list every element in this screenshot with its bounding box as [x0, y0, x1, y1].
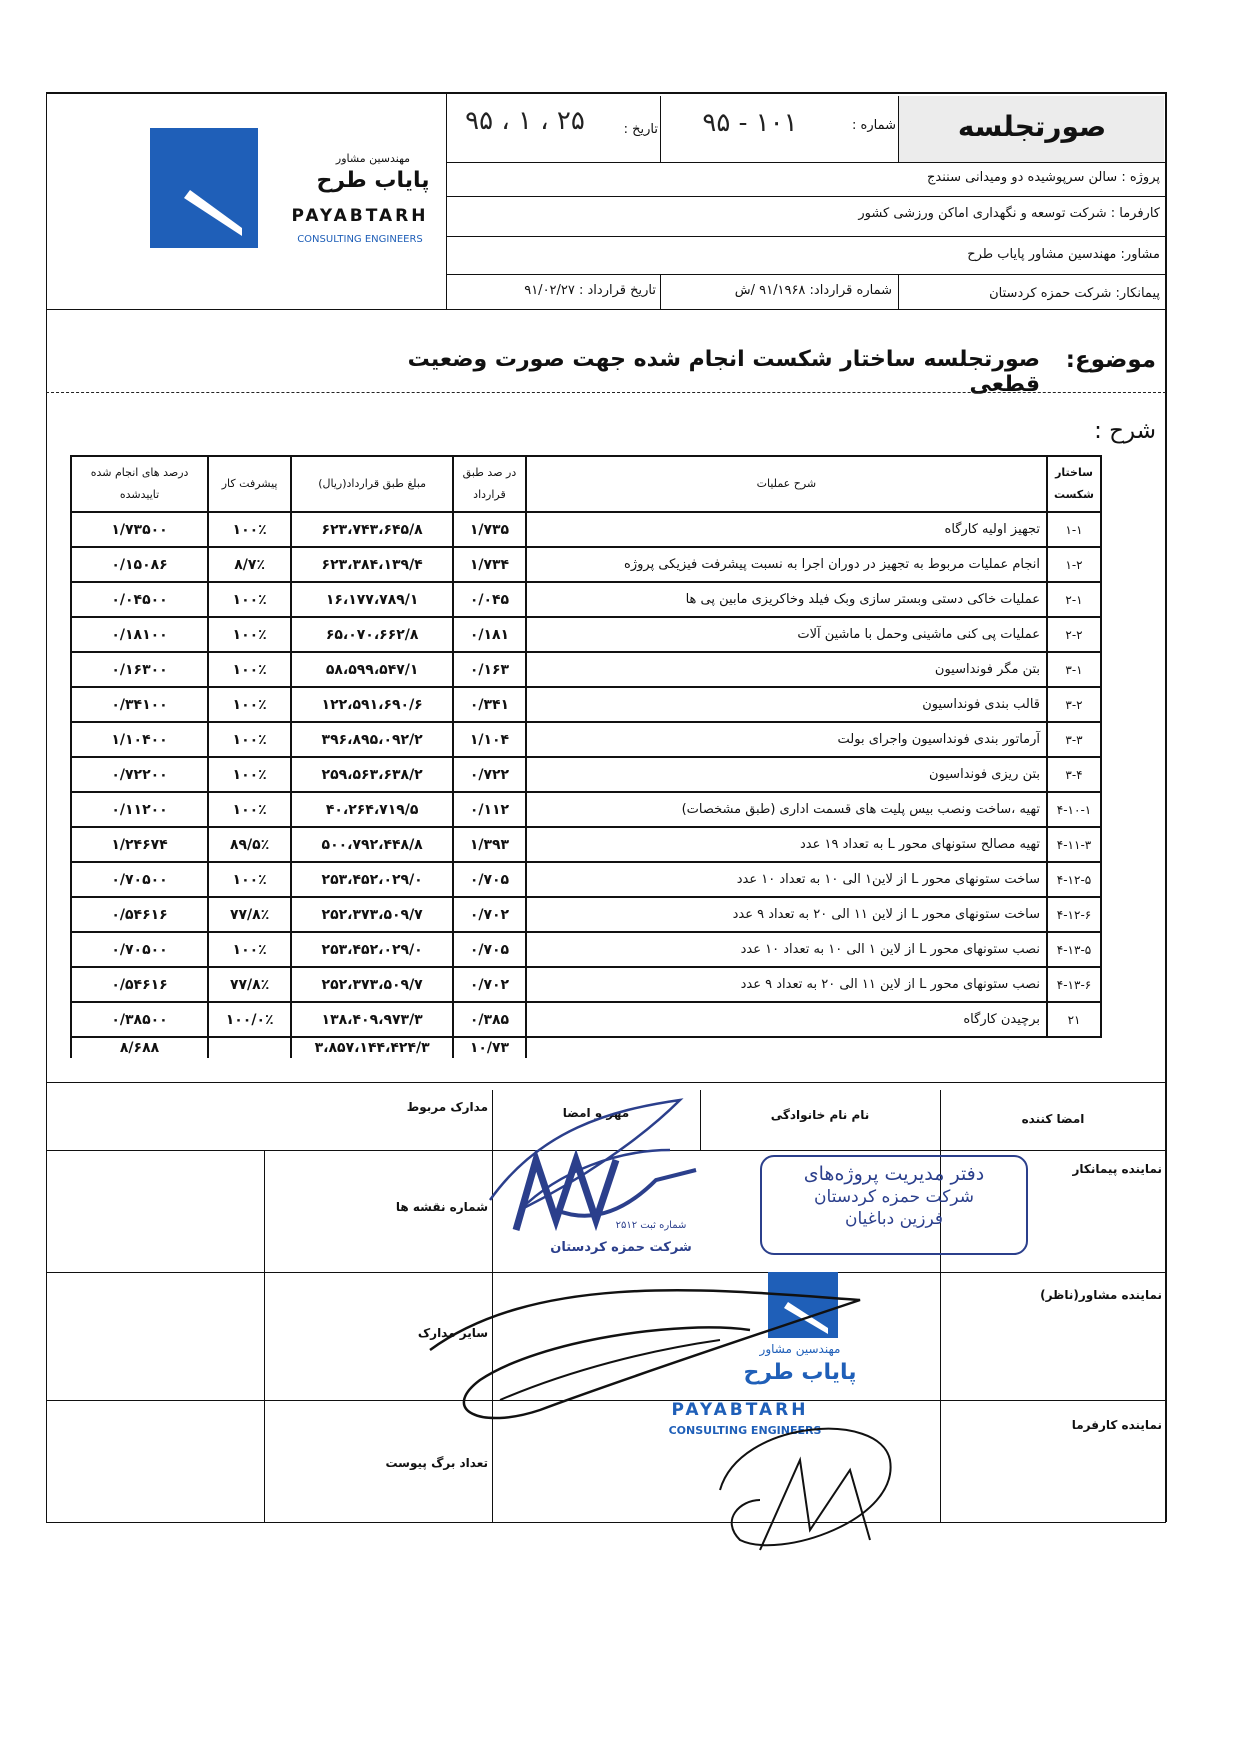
cell-progress: ۱۰۰٪ [208, 512, 291, 547]
cell-approved: ۰/۷۰۵۰۰ [71, 932, 208, 967]
logo-name-fa: پایاب طرح [316, 168, 430, 193]
cell-progress: ۸/۷٪ [208, 547, 291, 582]
cell-progress: ۱۰۰٪ [208, 792, 291, 827]
table-row [71, 722, 1101, 757]
employer-line: کارفرما : شرکت توسعه و نگهداری اماکن ورزشی کشور [858, 206, 1160, 221]
project-line: پروژه : سالن سرپوشیده دو ومیدانی سنندج [927, 170, 1160, 185]
cell-amount: ۲۵۳،۴۵۲،۰۲۹/۰ [291, 932, 453, 967]
sign-header-name: نام نام خانوادگی [770, 1108, 870, 1122]
cell-desc: عملیات خاکی دستی وبستر سازی وبک فیلد وخاکریزی مابین پی ها [526, 582, 1047, 617]
table-row [71, 617, 1101, 652]
cell-percent-contract: ۰/۷۰۵ [453, 862, 526, 897]
cell-amount: ۱۲۲،۵۹۱،۶۹۰/۶ [291, 687, 453, 722]
subject-label: موضوع: [1065, 347, 1156, 373]
subject-text: صورتجلسه ساختار شکست انجام شده جهت صورت وضعیت قطعی [407, 347, 1040, 397]
total-cell-percent-contract: ۱۰/۷۳ [453, 1037, 526, 1058]
number-date-divider [660, 96, 661, 162]
cell-approved: ۰/۱۶۳۰۰ [71, 652, 208, 687]
cell-desc: عملیات پی کنی ماشینی وحمل با ماشین آلات [526, 617, 1047, 652]
cell-amount: ۱۳۸،۴۰۹،۹۷۳/۳ [291, 1002, 453, 1037]
sign-header-signer: امضا کننده [1021, 1112, 1085, 1126]
header-percent-contract: در صد طبق قرارداد [453, 456, 526, 512]
cell-code: ۲-۲ [1047, 617, 1101, 652]
header-approved: درصد های انجام شده تاییدشده [71, 456, 208, 512]
cell-percent-contract: ۰/۷۲۲ [453, 757, 526, 792]
cell-amount: ۴۰،۲۶۴،۷۱۹/۵ [291, 792, 453, 827]
sign-header-seal: مهر و امضا [562, 1106, 630, 1120]
cell-amount: ۳۹۶،۸۹۵،۰۹۲/۲ [291, 722, 453, 757]
cell-code: ۴-۱۲-۶ [1047, 897, 1101, 932]
cell-approved: ۰/۵۴۶۱۶ [71, 967, 208, 1002]
logo-top-line: مهندسین مشاور [335, 152, 411, 165]
cell-percent-contract: ۰/۳۸۵ [453, 1002, 526, 1037]
sign-doc-drawings: شماره نقشه ها [395, 1200, 488, 1214]
cell-code: ۴-۱۲-۵ [1047, 862, 1101, 897]
sign-role-consultant: نماینده مشاور(ناظر) [1040, 1288, 1162, 1302]
total-cell-amount: ۳،۸۵۷،۱۴۴،۴۲۴/۳ [291, 1037, 453, 1058]
logo [48, 94, 446, 309]
cell-amount: ۲۵۹،۵۶۳،۶۳۸/۲ [291, 757, 453, 792]
cell-code: ۳-۴ [1047, 757, 1101, 792]
table-row [71, 547, 1101, 582]
cell-approved: ۰/۵۴۶۱۶ [71, 897, 208, 932]
logo-sub-en: CONSULTING ENGINEERS [297, 234, 423, 245]
table-row [71, 512, 1101, 547]
consultant-stamp-name-fa: پایاب طرح [743, 1360, 857, 1385]
total-cell-code [1047, 1037, 1101, 1058]
cell-code: ۲۱ [1047, 1002, 1101, 1037]
seal-name: شرکت حمزه کردستان [550, 1240, 692, 1255]
frame-left-border [46, 92, 47, 1522]
cell-desc: تهیه ،ساخت ونصب بیس پلیت های قسمت اداری (طبق مشخصات) [526, 792, 1047, 827]
cell-progress: ۱۰۰٪ [208, 617, 291, 652]
table-row [71, 897, 1101, 932]
contract-no-divider [660, 274, 661, 309]
cell-code: ۳-۲ [1047, 687, 1101, 722]
contractor-divider [898, 274, 899, 309]
sign-col-4 [264, 1150, 265, 1522]
consultant-line: مشاور: مهندسین مشاور پایاب طرح [967, 247, 1160, 262]
cell-desc: تجهیز اولیه کارگاه [526, 512, 1047, 547]
header-desc: شرح عملیات [526, 456, 1047, 512]
sign-doc-other: سایر مدارک [417, 1326, 488, 1340]
number-label: شماره : [852, 118, 896, 133]
cell-approved: ۱/۷۳۵۰۰ [71, 512, 208, 547]
contract-number: شماره قرارداد: ۹۱/۱۹۶۸ /ش [734, 283, 892, 298]
table-row [71, 792, 1101, 827]
contractor-line: پیمانکار: شرکت حمزه کردستان [989, 286, 1160, 301]
logo-name-en: PAYABTARH [291, 206, 429, 226]
stamp-line-1: دفتر مدیریت پروژه‌های [803, 1163, 985, 1185]
header-line-2 [446, 196, 1166, 197]
cell-desc: برچیدن کارگاه [526, 1002, 1047, 1037]
cell-approved: ۰/۱۵۰۸۶ [71, 547, 208, 582]
cell-amount: ۱۶،۱۷۷،۷۸۹/۱ [291, 582, 453, 617]
total-cell-progress [208, 1037, 291, 1058]
cell-percent-contract: ۰/۷۰۲ [453, 897, 526, 932]
cell-progress: ۱۰۰٪ [208, 932, 291, 967]
total-cell-desc [526, 1037, 1047, 1058]
cell-approved: ۰/۷۲۲۰۰ [71, 757, 208, 792]
cell-progress: ۷۷/۸٪ [208, 967, 291, 1002]
cell-amount: ۲۵۲،۳۷۳،۵۰۹/۷ [291, 897, 453, 932]
table-header-row [71, 456, 1101, 512]
cell-code: ۴-۱۳-۶ [1047, 967, 1101, 1002]
subject-divider [46, 392, 1166, 393]
consultant-stamp-name-en: PAYABTARH [671, 1400, 809, 1420]
cell-desc: نصب ستونهای محور L از لاین ۱۱ الی ۲۰ به تعداد ۹ عدد [526, 967, 1047, 1002]
cell-percent-contract: ۱/۷۳۵ [453, 512, 526, 547]
cell-percent-contract: ۱/۳۹۳ [453, 827, 526, 862]
table-total-row [71, 1037, 1101, 1058]
cell-percent-contract: ۰/۱۱۲ [453, 792, 526, 827]
date-label: تاریخ : [623, 122, 658, 137]
header-code: ساختار شکست [1047, 456, 1101, 512]
cell-code: ۴-۱۱-۳ [1047, 827, 1101, 862]
cell-desc: آرماتور بندی فونداسیون واجرای بولت [526, 722, 1047, 757]
table-row [71, 687, 1101, 722]
cell-percent-contract: ۰/۷۰۲ [453, 967, 526, 1002]
cell-desc: ساخت ستونهای محور L از لاین ۱۱ الی ۲۰ به تعداد ۹ عدد [526, 897, 1047, 932]
cell-desc: بتن ریزی فونداسیون [526, 757, 1047, 792]
sign-role-employer: نماینده کارفرما [1071, 1418, 1162, 1432]
cell-amount: ۶۲۳،۷۴۳،۶۴۵/۸ [291, 512, 453, 547]
cell-code: ۳-۱ [1047, 652, 1101, 687]
table-row [71, 932, 1101, 967]
cell-progress: ۷۷/۸٪ [208, 897, 291, 932]
contractor-office-stamp [760, 1155, 1028, 1255]
description-label: شرح : [1094, 418, 1156, 444]
cell-percent-contract: ۰/۷۰۵ [453, 932, 526, 967]
cell-progress: ۱۰۰٪ [208, 652, 291, 687]
contractor-signature [480, 1090, 700, 1230]
cell-code: ۱-۱ [1047, 512, 1101, 547]
table-row [71, 967, 1101, 1002]
table-row [71, 827, 1101, 862]
operations-table [70, 455, 1102, 1058]
sign-col-2 [700, 1090, 701, 1150]
header-progress: پیشرفت کار [208, 456, 291, 512]
cell-percent-contract: ۰/۱۶۳ [453, 652, 526, 687]
cell-amount: ۲۵۳،۴۵۲،۰۲۹/۰ [291, 862, 453, 897]
header-line-3 [446, 236, 1166, 237]
sign-role-contractor: نماینده پیمانکار [1072, 1162, 1162, 1176]
cell-amount: ۵۸،۵۹۹،۵۴۷/۱ [291, 652, 453, 687]
cell-progress: ۱۰۰٪ [208, 757, 291, 792]
table-row [71, 862, 1101, 897]
doc-type-title: صورتجلسه [957, 110, 1107, 143]
cell-code: ۴-۱۳-۵ [1047, 932, 1101, 967]
sign-doc-attachments: تعداد برگ پیوست [385, 1456, 488, 1470]
stamp-line-2: شرکت حمزه کردستان [814, 1187, 974, 1207]
table-row [71, 652, 1101, 687]
cell-approved: ۰/۷۰۵۰۰ [71, 862, 208, 897]
contract-date: تاریخ قرارداد : ۹۱/۰۲/۲۷ [524, 283, 656, 298]
stamp-line-3: فرزین دباغیان [845, 1209, 943, 1229]
cell-progress: ۱۰۰٪ [208, 687, 291, 722]
table-body [71, 512, 1101, 1058]
cell-approved: ۰/۳۸۵۰۰ [71, 1002, 208, 1037]
cell-amount: ۲۵۲،۳۷۳،۵۰۹/۷ [291, 967, 453, 1002]
cell-progress: ۱۰۰٪ [208, 862, 291, 897]
cell-code: ۲-۱ [1047, 582, 1101, 617]
total-cell-approved: ۸/۶۸۸ [71, 1037, 208, 1058]
cell-desc: بتن مگر فونداسیون [526, 652, 1047, 687]
doc-type-box [898, 96, 1164, 162]
number-value: ۹۵ - ۱۰۱ [702, 108, 798, 138]
cell-desc: قالب بندی فونداسیون [526, 687, 1047, 722]
consultant-stamp-sub-en: CONSULTING ENGINEERS [668, 1424, 822, 1437]
table-row [71, 1002, 1101, 1037]
cell-desc: تهیه مصالح ستونهای محور L به تعداد ۱۹ عدد [526, 827, 1047, 862]
cell-percent-contract: ۱/۷۳۴ [453, 547, 526, 582]
logo-divider [446, 92, 447, 309]
cell-approved: ۱/۱۰۴۰۰ [71, 722, 208, 757]
consultant-stamp-top: مهندسین مشاور [759, 1342, 841, 1356]
cell-code: ۳-۳ [1047, 722, 1101, 757]
cell-desc: انجام عملیات مربوط به تجهیز در دوران اجرا به نسبت پیشرفت فیزیکی پروژه [526, 547, 1047, 582]
employer-signature [700, 1400, 940, 1570]
cell-amount: ۵۰۰،۷۹۲،۴۴۸/۸ [291, 827, 453, 862]
cell-amount: ۶۵،۰۷۰،۶۶۲/۸ [291, 617, 453, 652]
cell-desc: ساخت ستونهای محور L از لاین۱ الی ۱۰ به تعداد ۱۰ عدد [526, 862, 1047, 897]
cell-percent-contract: ۰/۳۴۱ [453, 687, 526, 722]
cell-amount: ۶۲۳،۳۸۴،۱۳۹/۴ [291, 547, 453, 582]
cell-progress: ۸۹/۵٪ [208, 827, 291, 862]
header-amount: مبلغ طبق قرارداد(ریال) [291, 456, 453, 512]
cell-progress: ۱۰۰/۰٪ [208, 1002, 291, 1037]
cell-approved: ۰/۰۴۵۰۰ [71, 582, 208, 617]
cell-code: ۱-۲ [1047, 547, 1101, 582]
cell-approved: ۰/۱۸۱۰۰ [71, 617, 208, 652]
table-row [71, 582, 1101, 617]
header-line-4 [446, 274, 1166, 275]
table-row [71, 757, 1101, 792]
seal-reg-no: شماره ثبت ۲۵۱۲ [615, 1220, 687, 1231]
cell-desc: نصب ستونهای محور L از لاین ۱ الی ۱۰ به تعداد ۱۰ عدد [526, 932, 1047, 967]
cell-percent-contract: ۰/۰۴۵ [453, 582, 526, 617]
header-line-1 [446, 162, 1166, 163]
cell-percent-contract: ۰/۱۸۱ [453, 617, 526, 652]
cell-approved: ۱/۲۴۶۷۴ [71, 827, 208, 862]
logo-mark-icon [150, 128, 258, 248]
cell-approved: ۰/۳۴۱۰۰ [71, 687, 208, 722]
sign-top-line [46, 1082, 1166, 1083]
date-value: ۹۵ ، ۱ ، ۲۵ [465, 106, 585, 136]
cell-percent-contract: ۱/۱۰۴ [453, 722, 526, 757]
logo-mark [150, 128, 258, 248]
cell-progress: ۱۰۰٪ [208, 722, 291, 757]
sign-header-docs: مدارک مربوط [406, 1100, 488, 1114]
cell-code: ۴-۱۰-۱ [1047, 792, 1101, 827]
cell-progress: ۱۰۰٪ [208, 582, 291, 617]
cell-approved: ۰/۱۱۲۰۰ [71, 792, 208, 827]
header-bottom-line [46, 309, 1166, 310]
sign-bottom-line [46, 1522, 1166, 1523]
